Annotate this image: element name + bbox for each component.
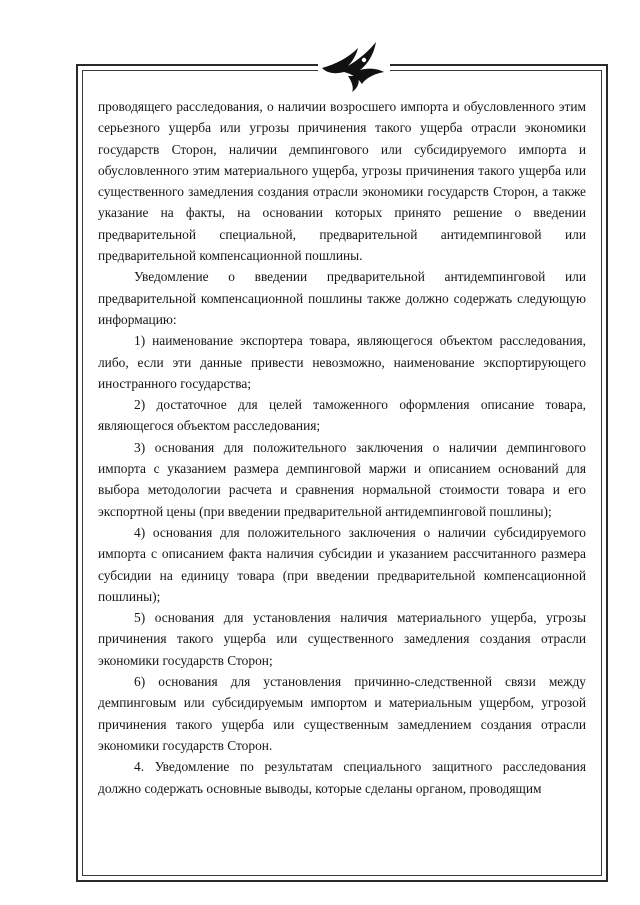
list-item-4: 4) основания для положительного заключения о наличии субсидируемого импорта с описанием факта наличия субсидии и указанием рассчитанного размера субсидии на единицу товара (при введении предварительной компенсационной пошлины); xyxy=(98,524,586,604)
eagle-emblem-icon xyxy=(318,38,390,94)
paragraph-section-4: 4. Уведомление по результатам специального защитного расследования должно содержать основные выводы, которые сделаны органом, проводящим xyxy=(98,759,586,796)
paragraph-notification-intro: Уведомление о введении предварительной антидемпинговой или предварительной компенсационной пошлины также должно содержать следующую информацию: xyxy=(98,269,586,327)
list-item-6: 6) основания для установления причинно-следственной связи между демпинговым или субсидируемым импортом и материальным ущербом, угрозой причинения такого ущерба или существенным замедлением создания отрасли экономики государств Сторон. xyxy=(98,674,586,753)
list-item-3: 3) основания для положительного заключения о наличии демпингового импорта с указанием размера демпинговой маржи и описанием оснований для выбора методологии расчета и сравнения нормальной стоимости товара и его экспортной цены (при введении предварительной антидемпинговой пошлины); xyxy=(98,439,586,519)
list-item-2: 2) достаточное для целей таможенного оформления описание товара, являющегося объектом расследования; xyxy=(98,397,586,434)
paragraph-continuation: проводящего расследования, о наличии возросшего импорта и обусловленного этим серьезного ущерба или угрозы причинения такого ущерба отрасли экономики государств Сторон, наличии демпингового или субсидируемого импорта и обусловленного этим материального ущерба, угрозы причинения такого ущерба или существенного замедления создания отрасли экономики государств Сторон, а также указание на факты, на основании которых принято решение о введении предварительной специальной, предварительной антидемпинговой или предварительной компенсационной пошлины. xyxy=(98,99,586,264)
document-body xyxy=(98,96,586,799)
list-item-1: 1) наименование экспортера товара, являющегося объектом расследования, либо, если эти данные привести невозможно, наименование экспортирующего иностранного государства; xyxy=(98,333,586,391)
list-item-5: 5) основания для установления наличия материального ущерба, угрозы причинения такого ущерба или существенного замедления создания отрасли экономики государств Сторон; xyxy=(98,610,586,668)
